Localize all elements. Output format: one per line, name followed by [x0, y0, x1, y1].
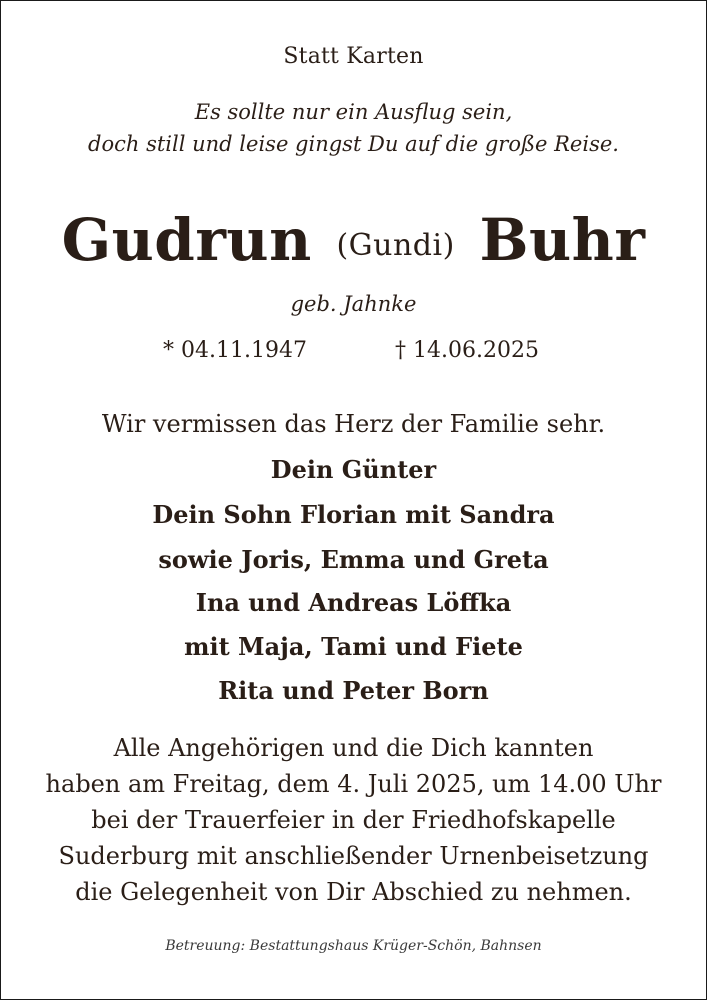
family-line: Dein Günter — [270, 455, 437, 484]
last-name: Buhr — [479, 206, 646, 274]
funeral-notice-line: Suderburg mit anschließender Urnenbeisetzung — [58, 842, 649, 870]
nickname: (Gundi) — [336, 228, 455, 263]
funeral-notice-line: die Gelegenheit von Dir Abschied zu nehmen. — [75, 878, 632, 906]
verse-line: Es sollte nur ein Ausflug sein, — [194, 100, 513, 124]
deceased-name — [0, 205, 707, 281]
funeral-notice-line: Alle Angehörigen und die Dich kannten — [113, 734, 594, 762]
header-text: Statt Karten — [283, 44, 424, 69]
funeral-notice-line: haben am Freitag, dem 4. Juli 2025, um 14.00 Uhr — [45, 770, 662, 798]
funeral-notice-line: bei der Trauerfeier in der Friedhofskapelle — [91, 806, 616, 834]
family-line: mit Maja, Tami und Fiete — [184, 632, 523, 661]
funeral-home-credit: Betreuung: Bestattungshaus Krüger-Schön, Bahnsen — [165, 938, 542, 954]
birth-date: * 04.11.1947 — [163, 338, 307, 363]
family-line: Ina und Andreas Löffka — [195, 588, 512, 617]
intro-text: Wir vermissen das Herz der Familie sehr. — [101, 410, 606, 438]
verse-line: doch still und leise gingst Du auf die große Reise. — [88, 132, 619, 156]
family-line: sowie Joris, Emma und Greta — [158, 545, 549, 574]
first-name: Gudrun — [61, 206, 312, 274]
death-date: † 14.06.2025 — [395, 338, 539, 363]
family-line: Rita und Peter Born — [218, 676, 489, 705]
birth-name: geb. Jahnke — [290, 292, 417, 316]
family-line: Dein Sohn Florian mit Sandra — [152, 500, 555, 529]
